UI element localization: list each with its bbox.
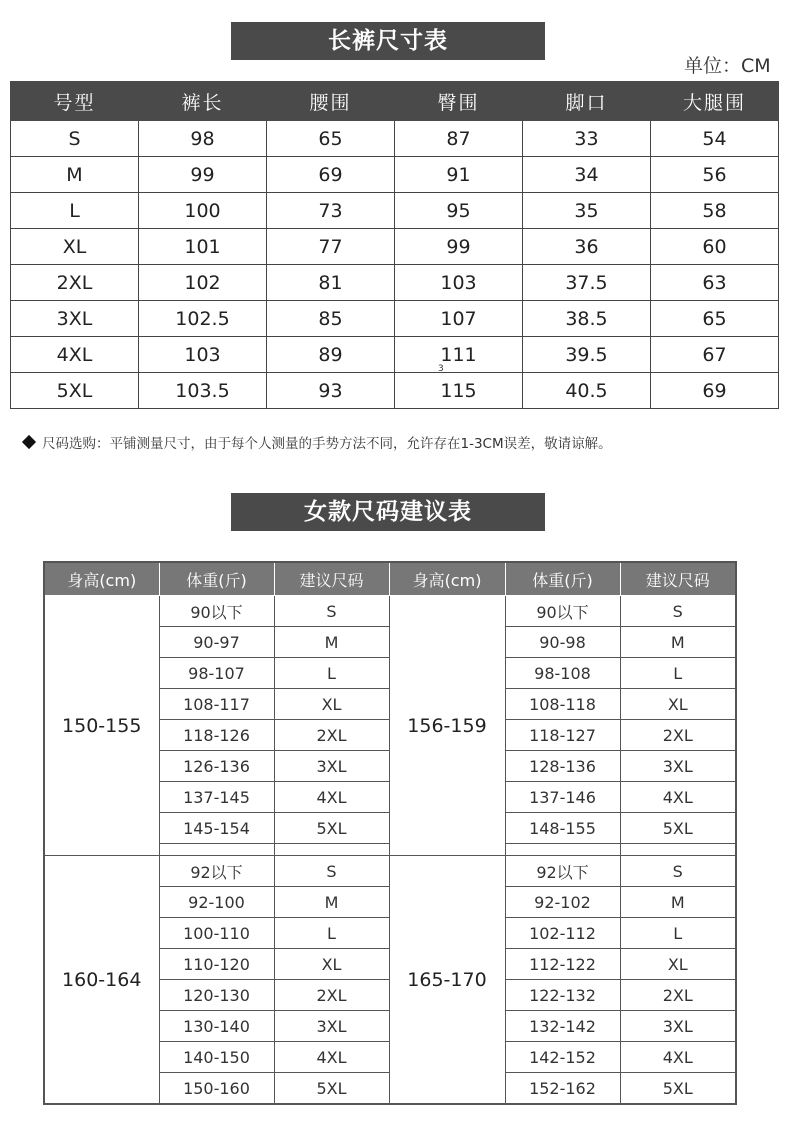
size-cell: 4XL (620, 1042, 736, 1073)
unit-label: 单位：CM (684, 55, 771, 77)
table-cell: 54 (651, 121, 779, 157)
size-cell: L (274, 918, 389, 949)
table-cell: 102.5 (139, 301, 267, 337)
size-cell: 5XL (620, 1073, 736, 1105)
table-cell: 95 (395, 193, 523, 229)
table-cell: 65 (651, 301, 779, 337)
table-row (44, 856, 736, 887)
weight-cell: 100-110 (159, 918, 274, 949)
size-cell: M (620, 887, 736, 918)
table-cell: 102 (139, 265, 267, 301)
table-cell: 115 (395, 373, 523, 409)
size-cell: L (620, 658, 736, 689)
header-height-right: 身高(cm) (389, 562, 505, 596)
table-row (11, 265, 779, 301)
size-cell: 5XL (274, 1073, 389, 1105)
size-cell: XL (274, 949, 389, 980)
table-cell: 38.5 (523, 301, 651, 337)
table-cell: M (11, 157, 139, 193)
table-row (44, 596, 736, 627)
header-hem: 脚口 (523, 82, 651, 121)
size-cell: 3XL (620, 1011, 736, 1042)
table-cell: 93 (267, 373, 395, 409)
size-cell: 2XL (274, 980, 389, 1011)
weight-cell: 132-142 (505, 1011, 620, 1042)
header-height-left: 身高(cm) (44, 562, 159, 596)
header-size-left: 建议尺码 (274, 562, 389, 596)
size-cell: L (274, 658, 389, 689)
weight-cell: 152-162 (505, 1073, 620, 1105)
size-cell: 2XL (274, 720, 389, 751)
size-cell: L (620, 918, 736, 949)
size-cell: S (274, 596, 389, 627)
size-cell: 2XL (620, 980, 736, 1011)
size-cell: XL (620, 689, 736, 720)
weight-cell: 90以下 (159, 596, 274, 627)
table-cell: 103.5 (139, 373, 267, 409)
weight-cell: 128-136 (505, 751, 620, 782)
weight-cell: 110-120 (159, 949, 274, 980)
size-cell: 5XL (620, 813, 736, 844)
table-cell: 35 (523, 193, 651, 229)
weight-cell: 90以下 (505, 596, 620, 627)
table-cell: 103 (139, 337, 267, 373)
table-cell: 111 (395, 337, 523, 373)
size-cell: S (620, 856, 736, 887)
header-weight-left: 体重(斤) (159, 562, 274, 596)
table-row (11, 157, 779, 193)
table-cell: 101 (139, 229, 267, 265)
size-cell: 4XL (274, 782, 389, 813)
size-note (24, 432, 612, 452)
size-cell: M (620, 627, 736, 658)
table-cell: 39.5 (523, 337, 651, 373)
table-row (11, 193, 779, 229)
table-cell: 2XL (11, 265, 139, 301)
header-hip: 臀围 (395, 82, 523, 121)
table-row (11, 373, 779, 409)
spacer-cell (620, 844, 736, 856)
table-cell: 89 (267, 337, 395, 373)
table-cell: 4XL (11, 337, 139, 373)
table-cell: 60 (651, 229, 779, 265)
size-cell: 4XL (274, 1042, 389, 1073)
weight-cell: 140-150 (159, 1042, 274, 1073)
table-row (11, 301, 779, 337)
table-cell: 107 (395, 301, 523, 337)
table-row (11, 121, 779, 157)
header-waist: 腰围 (267, 82, 395, 121)
spacer-cell (505, 844, 620, 856)
table-cell: 63 (651, 265, 779, 301)
weight-cell: 118-126 (159, 720, 274, 751)
weight-cell: 126-136 (159, 751, 274, 782)
table-cell: 37.5 (523, 265, 651, 301)
spacer-cell (274, 844, 389, 856)
weight-cell: 92以下 (505, 856, 620, 887)
weight-cell: 142-152 (505, 1042, 620, 1073)
size-cell: 3XL (274, 751, 389, 782)
table-cell: 34 (523, 157, 651, 193)
diamond-bullet-icon (22, 435, 36, 449)
pants-header-row (11, 82, 779, 121)
table-cell: 100 (139, 193, 267, 229)
size-cell: XL (620, 949, 736, 980)
size-cell: 3XL (620, 751, 736, 782)
table-cell: 5XL (11, 373, 139, 409)
size-note-text: 尺码选购：平铺测量尺寸，由于每个人测量的手势方法不同，允许存在1-3CM误差，敬请谅解。 (42, 436, 612, 452)
size-cell: M (274, 887, 389, 918)
table-cell: 87 (395, 121, 523, 157)
table-cell: 58 (651, 193, 779, 229)
size-cell: S (620, 596, 736, 627)
table-cell: 91 (395, 157, 523, 193)
stray-mark: 3 (438, 364, 444, 374)
table-cell: 98 (139, 121, 267, 157)
height-range-cell: 156-159 (389, 596, 505, 856)
table-cell: S (11, 121, 139, 157)
weight-cell: 98-108 (505, 658, 620, 689)
weight-cell: 90-98 (505, 627, 620, 658)
weight-cell: 130-140 (159, 1011, 274, 1042)
weight-cell: 92-102 (505, 887, 620, 918)
table-cell: 65 (267, 121, 395, 157)
weight-cell: 108-118 (505, 689, 620, 720)
table-cell: 56 (651, 157, 779, 193)
table-cell: 85 (267, 301, 395, 337)
size-cell: 4XL (620, 782, 736, 813)
weight-cell: 122-132 (505, 980, 620, 1011)
weight-cell: 90-97 (159, 627, 274, 658)
table-cell: 40.5 (523, 373, 651, 409)
size-cell: 3XL (274, 1011, 389, 1042)
spacer-cell (159, 844, 274, 856)
weight-cell: 150-160 (159, 1073, 274, 1105)
weight-cell: 112-122 (505, 949, 620, 980)
women-header-row (44, 562, 736, 596)
table-cell: 3XL (11, 301, 139, 337)
table-cell: 69 (267, 157, 395, 193)
weight-cell: 108-117 (159, 689, 274, 720)
table-cell: 69 (651, 373, 779, 409)
table-cell: 99 (139, 157, 267, 193)
table-cell: 81 (267, 265, 395, 301)
header-weight-right: 体重(斤) (505, 562, 620, 596)
table-row (11, 337, 779, 373)
table-cell: 103 (395, 265, 523, 301)
size-cell: 5XL (274, 813, 389, 844)
weight-cell: 92-100 (159, 887, 274, 918)
height-range-cell: 165-170 (389, 856, 505, 1105)
table-row (11, 229, 779, 265)
weight-cell: 92以下 (159, 856, 274, 887)
size-cell: M (274, 627, 389, 658)
pants-size-table (10, 81, 779, 409)
pants-size-title: 长裤尺寸表 (231, 22, 545, 60)
table-cell: 99 (395, 229, 523, 265)
header-size: 号型 (11, 82, 139, 121)
table-cell: L (11, 193, 139, 229)
table-cell: 33 (523, 121, 651, 157)
size-cell: S (274, 856, 389, 887)
size-cell: 2XL (620, 720, 736, 751)
women-size-table (43, 561, 737, 1105)
table-cell: 77 (267, 229, 395, 265)
header-length: 裤长 (139, 82, 267, 121)
weight-cell: 148-155 (505, 813, 620, 844)
weight-cell: 145-154 (159, 813, 274, 844)
height-range-cell: 160-164 (44, 856, 159, 1105)
height-range-cell: 150-155 (44, 596, 159, 856)
weight-cell: 137-146 (505, 782, 620, 813)
size-cell: XL (274, 689, 389, 720)
weight-cell: 137-145 (159, 782, 274, 813)
weight-cell: 120-130 (159, 980, 274, 1011)
weight-cell: 102-112 (505, 918, 620, 949)
table-cell: XL (11, 229, 139, 265)
weight-cell: 118-127 (505, 720, 620, 751)
table-cell: 73 (267, 193, 395, 229)
table-cell: 36 (523, 229, 651, 265)
women-size-title: 女款尺码建议表 (231, 493, 545, 531)
header-thigh: 大腿围 (651, 82, 779, 121)
header-size-right: 建议尺码 (620, 562, 736, 596)
weight-cell: 98-107 (159, 658, 274, 689)
table-cell: 67 (651, 337, 779, 373)
